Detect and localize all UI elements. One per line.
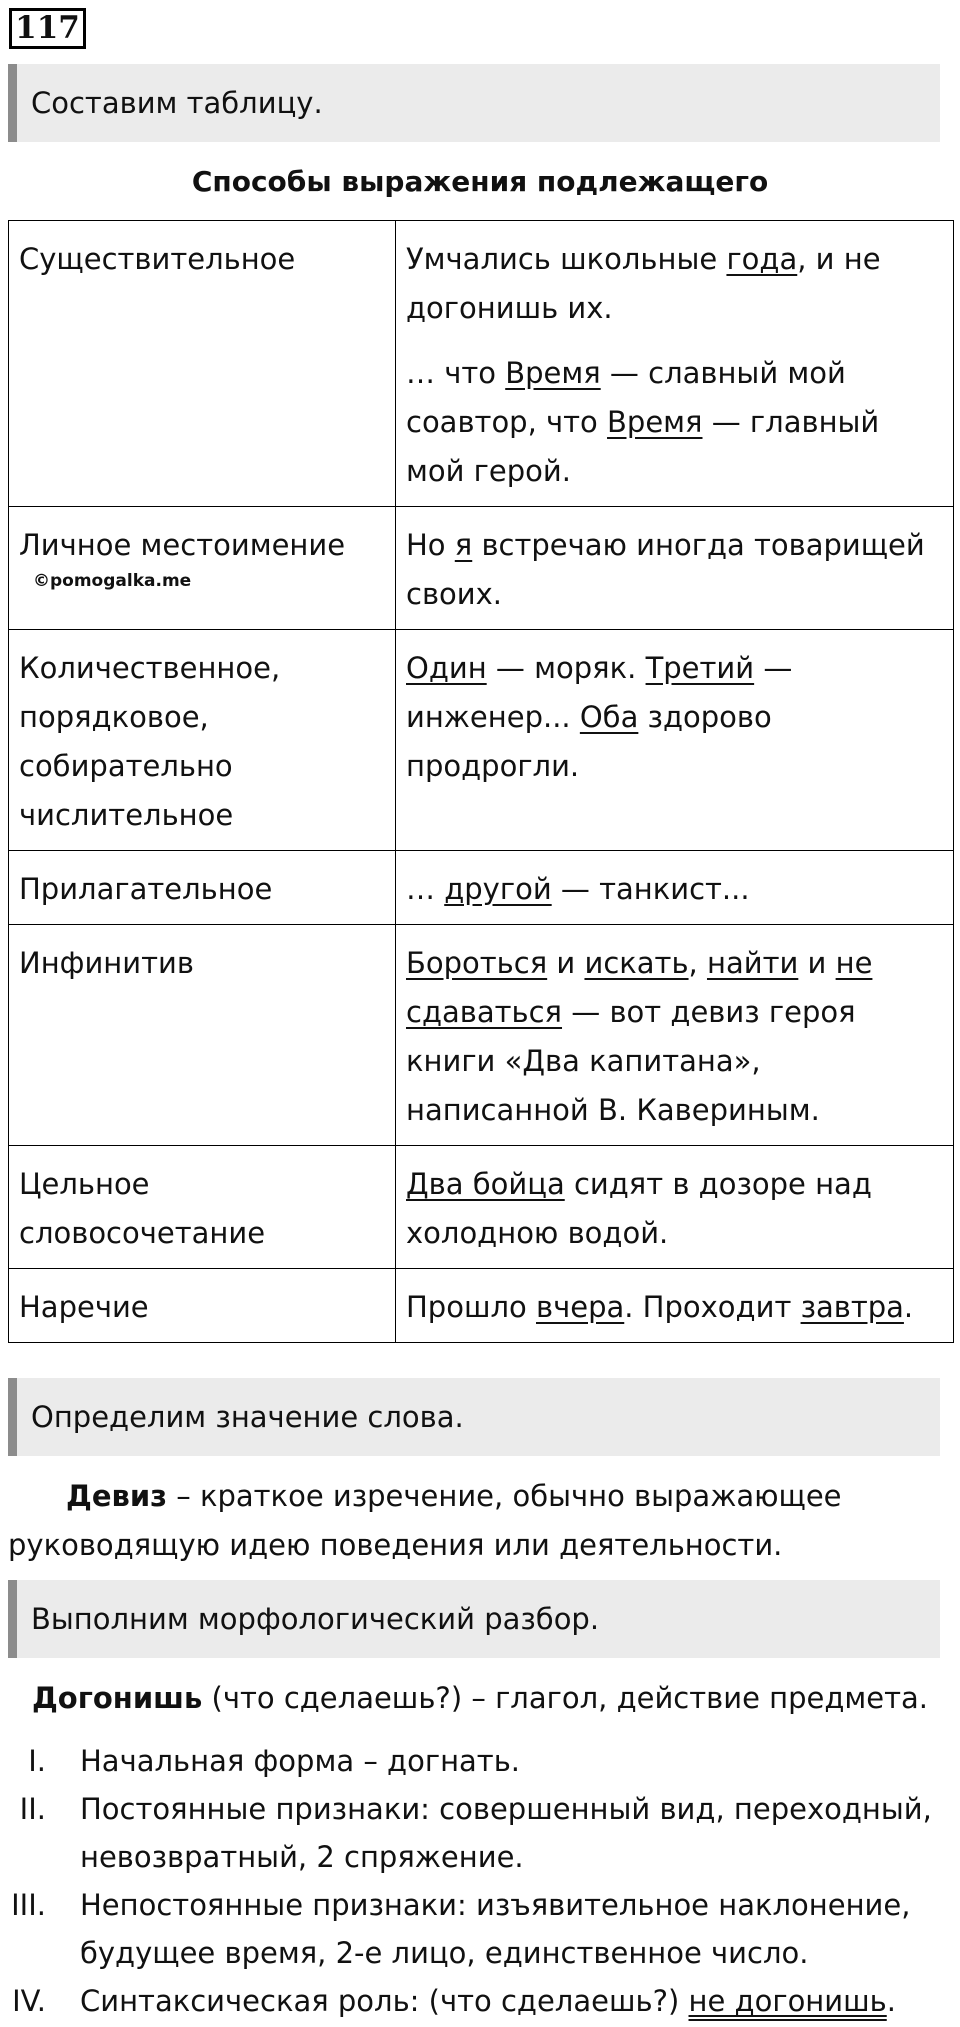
- subject-word: искать: [584, 946, 689, 980]
- table-row: [9, 630, 954, 851]
- sentence-text: и: [547, 946, 585, 980]
- watermark: ©pomogalka.me: [33, 571, 192, 591]
- example-cell: [396, 851, 954, 925]
- example-sentence: [406, 521, 943, 619]
- subject-type-cell: [9, 1269, 396, 1343]
- subject-word: Третий: [645, 651, 755, 685]
- sentence-text: …: [406, 872, 445, 906]
- parse-item: [0, 1977, 960, 2025]
- banner-table-intro: Составим таблицу.: [8, 64, 940, 142]
- roman-numeral: II.: [19, 1792, 46, 1826]
- subject-type-cell: [9, 1146, 396, 1269]
- example-sentence: [406, 865, 943, 914]
- example-sentence: [406, 1160, 943, 1258]
- example-cell: [396, 925, 954, 1146]
- example-cell: [396, 221, 954, 507]
- subject-type-cell: [9, 925, 396, 1146]
- sentence-text: — моряк.: [486, 651, 646, 685]
- sentence-text: … что: [406, 356, 506, 390]
- roman-numeral: IV.: [12, 1984, 46, 2018]
- subject-word: Время: [505, 356, 601, 390]
- sentence-text: . Проходит: [624, 1290, 801, 1324]
- definition-paragraph: [8, 1472, 948, 1570]
- subject-word: Оба: [579, 700, 639, 734]
- example-cell: [396, 1146, 954, 1269]
- subject-type-cell: [9, 851, 396, 925]
- table-row: [9, 851, 954, 925]
- definition-term: Девиз: [66, 1479, 168, 1513]
- subject-type-label: Инфинитив: [19, 946, 194, 980]
- sentence-text: Но: [406, 528, 455, 562]
- table-caption: Способы выражения подлежащего: [191, 165, 769, 198]
- table-row: [9, 507, 954, 630]
- sentence-text: встречаю иногда товарищей своих.: [406, 528, 925, 611]
- sentence-text: .: [903, 1290, 914, 1324]
- parse-item-text: Начальная форма – догнать.: [80, 1744, 520, 1778]
- task-number: 117: [9, 8, 86, 49]
- parse-item-tail: .: [886, 1984, 896, 2018]
- sentence-text: — инженер...: [406, 651, 793, 734]
- sentence-text: ,: [688, 946, 707, 980]
- subject-type-label: Наречие: [19, 1290, 149, 1324]
- sentence-text: — танкист...: [551, 872, 750, 906]
- subject-type-label: Количественное, порядковое, собирательно числительное: [19, 651, 281, 832]
- example-sentence: [406, 644, 943, 791]
- subject-type-label: Существительное: [19, 242, 296, 276]
- sentence-text: — главный мой герой.: [406, 405, 880, 488]
- parse-item: [0, 1737, 960, 1785]
- subject-type-label: Цельное словосочетание: [19, 1167, 266, 1250]
- table-row: [9, 221, 954, 507]
- sentence-text: Умчались школьные: [406, 242, 727, 276]
- table-row: [9, 1269, 954, 1343]
- subject-word: года: [726, 242, 798, 276]
- sentence-text: Прошло: [406, 1290, 536, 1324]
- parse-list: [0, 1737, 960, 2025]
- sentence-text: , и не догонишь их.: [406, 242, 881, 325]
- parse-item: [0, 1881, 960, 1977]
- parse-item-text: Постоянные признаки: совершенный вид, переходный, невозвратный, 2 спряжение.: [80, 1792, 932, 1874]
- example-cell: [396, 630, 954, 851]
- subject-type-label: Личное местоимение: [19, 528, 346, 562]
- subject-word: Бороться: [406, 946, 548, 980]
- example-sentence: [406, 349, 943, 496]
- subject-word: вчера: [536, 1290, 625, 1324]
- subject-word: найти: [706, 946, 799, 980]
- sentence-text: сидят в дозоре над холодною водой.: [406, 1167, 872, 1250]
- example-sentence: [406, 939, 943, 1135]
- sentence-text: — вот девиз героя книги «Два капитана», написанной В. Кавериным.: [406, 995, 856, 1127]
- subject-word: Два бойца: [406, 1167, 565, 1201]
- roman-numeral: I.: [28, 1744, 46, 1778]
- subject-word: Один: [406, 651, 487, 685]
- subject-table: [8, 220, 954, 1343]
- parse-heading: [0, 1674, 960, 1723]
- sentence-text: и: [798, 946, 836, 980]
- roman-numeral: III.: [11, 1888, 46, 1922]
- sentence-text: здорово продрогли.: [406, 700, 772, 783]
- subject-word: не сдаваться: [406, 946, 873, 1029]
- parse-item: [0, 1785, 960, 1881]
- parse-item-text: Синтаксическая роль: (что сделаешь?): [80, 1984, 689, 2018]
- subject-word: другой: [444, 872, 552, 906]
- subject-type-cell: [9, 630, 396, 851]
- parse-word: Догонишь: [31, 1681, 203, 1715]
- parse-text: (что сделаешь?) – глагол, действие предмета.: [202, 1681, 929, 1715]
- subject-type-label: Прилагательное: [19, 872, 273, 906]
- table-row: [9, 925, 954, 1146]
- definition-text: – краткое изречение, обычно выражающее руководящую идею поведения или деятельности.: [8, 1479, 842, 1562]
- example-sentence: [406, 1283, 943, 1332]
- banner-meaning-intro: Определим значение слова.: [8, 1378, 940, 1456]
- subject-type-cell: [9, 507, 396, 630]
- sentence-text: — славный мой соавтор, что: [406, 356, 846, 439]
- subject-word: я: [454, 528, 473, 562]
- subject-word: Время: [607, 405, 703, 439]
- example-sentence: [406, 235, 943, 333]
- subject-type-cell: [9, 221, 396, 507]
- table-row: [9, 1146, 954, 1269]
- example-cell: [396, 507, 954, 630]
- predicate-answer: не догонишь: [688, 1984, 887, 2018]
- parse-item-text: Непостоянные признаки: изъявительное наклонение, будущее время, 2-е лицо, единственное число.: [80, 1888, 911, 1970]
- banner-parse-intro: Выполним морфологический разбор.: [8, 1580, 940, 1658]
- example-cell: [396, 1269, 954, 1343]
- subject-word: завтра: [800, 1290, 904, 1324]
